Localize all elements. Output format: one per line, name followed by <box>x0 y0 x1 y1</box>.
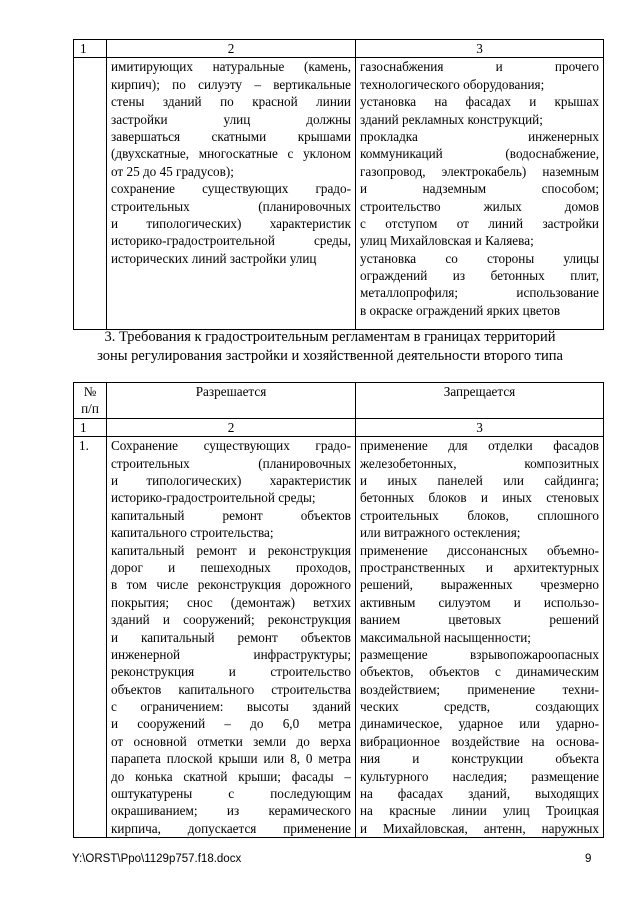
forbidden-header-cell: Запрещается <box>356 383 604 419</box>
text-line: установка со стороны улицы <box>360 250 599 266</box>
continuation-table <box>73 39 604 330</box>
index-cell-2: 2 <box>107 418 356 436</box>
index-row <box>74 418 604 436</box>
text-line: улиц Михайловская и Каляева; <box>360 233 534 249</box>
text-line: и иных панелей или сайдинга; <box>360 473 599 488</box>
allowed-header-cell: Разрешается <box>107 383 356 419</box>
text-line: на фасадах зданий, выходящих <box>360 786 599 802</box>
text-line: от основной отметки земли до верха <box>111 733 351 749</box>
text-line: динамическое, ударное или ударно- <box>360 716 599 732</box>
text-line: оштукатурены с последующим <box>111 786 351 802</box>
footer-file-path: Y:\ORST\Ppo\1129p757.f18.docx <box>72 853 242 865</box>
text-line: от 25 до 45 градусов); <box>111 163 234 179</box>
table-header-row <box>74 40 604 58</box>
header-cell-3: 3 <box>356 40 604 58</box>
text-line: кирпича, допускается применение <box>111 820 351 836</box>
header-cell-1: 1 <box>74 40 107 58</box>
text-line: прокладка инженерных <box>360 128 599 144</box>
text-line: в окраске ограждений ярких цветов <box>360 302 561 318</box>
text-line: с ограничением: высоты зданий <box>111 699 351 715</box>
text-line: и типологических) характеристик <box>111 473 351 488</box>
text-line: до конька скатной крыши; фасады – <box>111 768 351 784</box>
text-line: культурного наследия; размещение <box>360 768 599 784</box>
index-cell-3: 3 <box>356 418 604 436</box>
text-line: и капитальный ремонт объектов <box>111 629 351 645</box>
index-cell-1: 1 <box>74 418 107 436</box>
text-line: покрытия; снос (демонтаж) ветхих <box>111 594 351 610</box>
table-header-row <box>74 383 604 419</box>
text-line: в том числе реконструкция дорожного <box>111 577 351 593</box>
text-line: применение диссонансных объемно- <box>360 542 599 558</box>
text-line: или витражного остекления; <box>360 525 521 541</box>
text-line: газоснабжения и прочего <box>360 59 599 75</box>
text-line: зданий рекламных конструкций; <box>360 111 543 127</box>
text-line: решений, выраженных чрезмерно <box>360 577 599 593</box>
text-line: и Михайловская, антенн, наружных <box>360 820 599 836</box>
text-line: бетонных блоков и иных стеновых <box>360 490 599 506</box>
number-header-label: № <box>83 384 97 399</box>
text-line: (двухскатные, многоскатные с уклоном <box>111 146 351 162</box>
text-line: имитирующих натуральные (камень, <box>111 59 351 75</box>
text-line: установка на фасадах и крышах <box>360 94 599 110</box>
section-heading-line-1: 3. Требования к градостроительным регламентам в границах территорий <box>104 329 556 345</box>
text-line: парапета плоской крыши или 8, 0 метра <box>111 751 351 767</box>
row-number-cell: 1. <box>74 437 107 838</box>
text-line: воздействием; применение техни- <box>360 681 599 697</box>
allowed-cell <box>107 58 356 330</box>
text-line: объектов капитального строительства <box>111 681 351 697</box>
text-line: газопровод, электрокабель) наземным <box>360 163 599 179</box>
text-line: и типологических) характеристик <box>111 215 351 231</box>
text-line: объектов, объектов с динамическим <box>360 664 599 680</box>
text-line: металлопрофиля; использование <box>360 285 599 301</box>
forbidden-cell <box>356 58 604 330</box>
number-cell <box>74 58 107 330</box>
number-header-cell <box>74 383 107 419</box>
text-line: с отступом от линий застройки <box>360 215 599 231</box>
footer-page-number: 9 <box>585 853 592 865</box>
text-line: ванием цветовых решений <box>360 612 599 628</box>
text-line: и сооружений – до 6,0 метра <box>111 716 351 732</box>
text-line: технологического оборудования; <box>360 76 545 92</box>
table-row <box>74 437 604 838</box>
text-line: реконструкция и строительство <box>111 664 351 680</box>
text-line: и надземным способом; <box>360 181 599 197</box>
text-line: строительных (планировочных <box>111 198 351 214</box>
text-line: железобетонных, композитных <box>360 455 599 471</box>
text-line: исторических линий застройки улиц <box>111 250 317 266</box>
text-line: зданий и сооружений; реконструкция <box>111 612 351 628</box>
text-line: капитального строительства; <box>111 525 274 541</box>
text-line: строительных (планировочных <box>111 455 351 471</box>
text-line: ния и конструкции объекта <box>360 751 599 767</box>
text-line: пространственных и архитектурных <box>360 559 599 575</box>
text-line: максимальной насыщенности; <box>360 629 531 645</box>
text-line: строительство жилых домов <box>360 198 599 214</box>
section-heading-line-2: зоны регулирования застройки и хозяйственной деятельности второго типа <box>97 348 563 364</box>
text-line: историко-градостроительной среды, <box>111 233 351 249</box>
section-heading <box>60 328 600 366</box>
number-header-sublabel: п/п <box>81 401 99 417</box>
text-line: строительных блоков, сплошного <box>360 507 599 523</box>
text-line: кирпич); по силуэту – вертикальные <box>111 76 351 92</box>
text-line: размещение взрывопожароопасных <box>360 646 599 662</box>
header-cell-2: 2 <box>107 40 356 58</box>
text-line: ограждений из бетонных плит, <box>360 268 599 284</box>
text-line: стены зданий по красной линии <box>111 94 351 110</box>
table-row <box>74 58 604 330</box>
text-line: на красные линии улиц Троицкая <box>360 803 599 819</box>
text-line: ческих средств, создающих <box>360 699 599 715</box>
text-line: Сохранение существующих градо- <box>111 438 351 454</box>
text-line: инженерной инфраструктуры; <box>111 646 351 662</box>
text-line: активным силуэтом и использо- <box>360 594 599 610</box>
text-line: коммуникаций (водоснабжение, <box>360 146 599 162</box>
forbidden-cell <box>356 437 604 838</box>
text-line: окрашиванием; из керамического <box>111 803 351 819</box>
text-line: капитальный ремонт и реконструкция <box>111 542 351 558</box>
text-line: вибрационное воздействие на основа- <box>360 733 599 749</box>
regulations-table <box>73 382 604 838</box>
allowed-cell <box>107 437 356 838</box>
text-line: историко-градостроительной среды; <box>111 490 316 506</box>
text-line: сохранение существующих градо- <box>111 181 351 197</box>
text-line: применение для отделки фасадов <box>360 438 599 454</box>
text-line: завершаться скатными крышами <box>111 128 351 144</box>
text-line: дорог и пешеходных проходов, <box>111 559 351 575</box>
text-line: застройки улиц должны <box>111 111 351 127</box>
text-line: капитальный ремонт объектов <box>111 507 351 523</box>
